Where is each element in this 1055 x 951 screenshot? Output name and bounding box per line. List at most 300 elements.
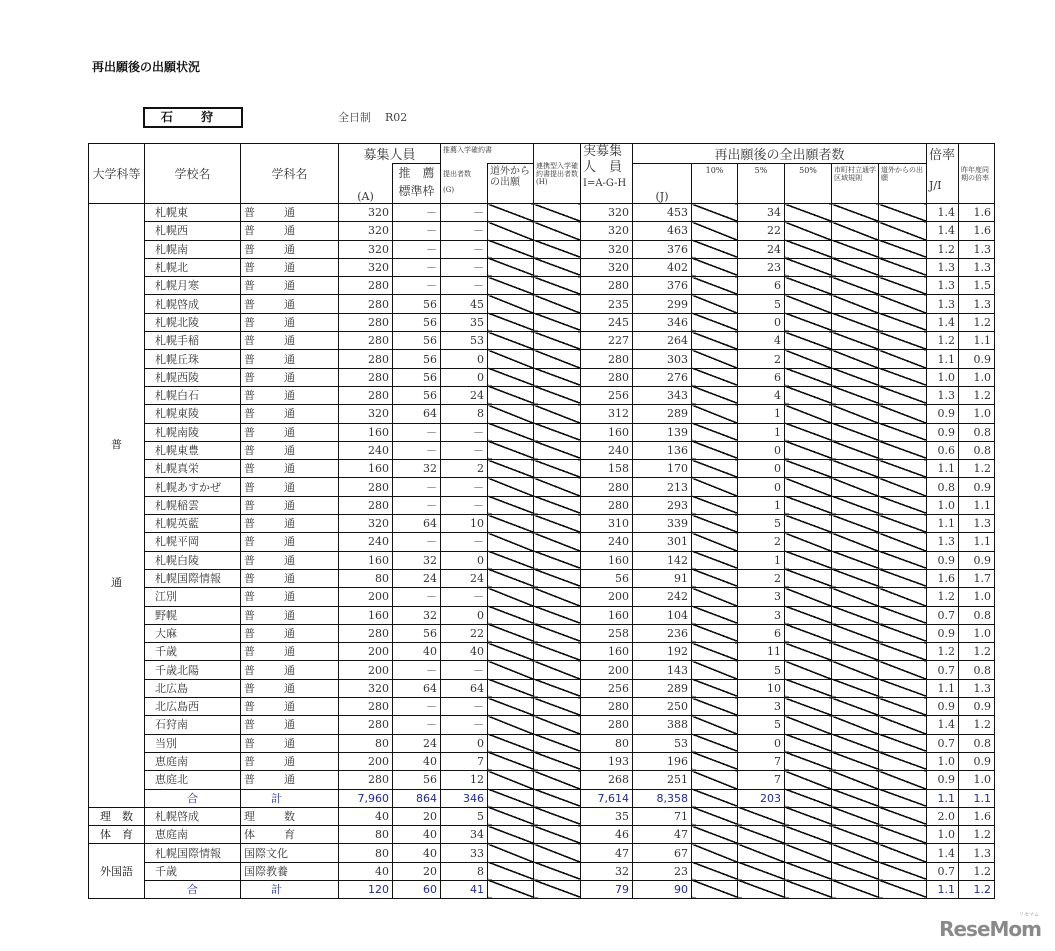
pct5-count: 10 xyxy=(738,679,785,697)
slashed-cell xyxy=(692,588,738,606)
pct5-count: 7 xyxy=(738,752,785,770)
total-suisen: 864 xyxy=(393,789,441,807)
table-row xyxy=(89,515,995,533)
capacity-a: 280 xyxy=(339,386,393,404)
suisen-quota: 56 xyxy=(393,350,441,368)
course-name: 普 通 xyxy=(241,515,339,533)
pct5-count: 5 xyxy=(738,661,785,679)
ratio: 0.9 xyxy=(927,551,959,569)
slashed-cell xyxy=(785,588,832,606)
table-row xyxy=(89,460,995,478)
slashed-cell xyxy=(832,698,879,716)
table-row xyxy=(89,240,995,258)
applicants-j: 136 xyxy=(633,441,692,459)
slashed-cell xyxy=(879,606,927,624)
slashed-cell xyxy=(879,222,927,240)
table-row xyxy=(89,826,995,844)
course-name: 普 通 xyxy=(241,533,339,551)
table-row xyxy=(89,222,995,240)
slashed-cell xyxy=(785,496,832,514)
pct5-count: 6 xyxy=(738,624,785,642)
pct5-count: 0 xyxy=(738,441,785,459)
slashed-cell xyxy=(879,533,927,551)
slashed-cell xyxy=(488,551,534,569)
course-name: 普 通 xyxy=(241,277,339,295)
slashed-cell xyxy=(534,460,581,478)
table-row xyxy=(89,258,995,276)
course-name: 普 通 xyxy=(241,258,339,276)
real-capacity-i: 200 xyxy=(581,588,633,606)
real-capacity-i: 160 xyxy=(581,606,633,624)
real-capacity-i: 280 xyxy=(581,368,633,386)
ratio: 1.2 xyxy=(927,643,959,661)
course-name: 体 育 xyxy=(241,826,339,844)
real-capacity-i: 160 xyxy=(581,423,633,441)
kakuyaku-g: 45 xyxy=(441,295,488,313)
school-name: 札幌白陵 xyxy=(145,551,241,569)
school-name: 恵庭北 xyxy=(145,771,241,789)
slashed-cell xyxy=(534,789,581,807)
prev-ratio: 1.3 xyxy=(959,515,995,533)
prev-ratio: 1.2 xyxy=(959,862,995,880)
suisen-quota: 56 xyxy=(393,368,441,386)
ratio: 0.7 xyxy=(927,606,959,624)
header-kakuyaku: 推薦入学確約書 xyxy=(441,144,534,164)
course-name: 普 通 xyxy=(241,569,339,587)
slashed-cell xyxy=(879,624,927,642)
header-applicants-j: (J) xyxy=(633,164,692,204)
ratio: 0.9 xyxy=(927,423,959,441)
capacity-a: 320 xyxy=(339,222,393,240)
ratio: 1.2 xyxy=(927,588,959,606)
prev-ratio: 1.0 xyxy=(959,405,995,423)
slashed-cell xyxy=(832,569,879,587)
slashed-cell xyxy=(738,862,785,880)
slashed-cell xyxy=(832,624,879,642)
applicants-j: 303 xyxy=(633,350,692,368)
slashed-cell xyxy=(488,204,534,222)
slashed-cell xyxy=(879,441,927,459)
slashed-cell xyxy=(785,661,832,679)
pct5-count: 11 xyxy=(738,643,785,661)
capacity-a: 280 xyxy=(339,716,393,734)
table-row xyxy=(89,386,995,404)
kakuyaku-g: 2 xyxy=(441,460,488,478)
suisen-quota: 40 xyxy=(393,752,441,770)
applicants-j: 388 xyxy=(633,716,692,734)
slashed-cell xyxy=(488,258,534,276)
applicants-j: 170 xyxy=(633,460,692,478)
slashed-cell xyxy=(785,807,832,825)
slashed-cell xyxy=(879,313,927,331)
slashed-cell xyxy=(692,716,738,734)
prev-ratio: 1.2 xyxy=(959,643,995,661)
watermark-logo: ReseMom リセマム xyxy=(939,912,1041,941)
header-category: 大学科等 xyxy=(89,144,145,204)
course-name: 普 通 xyxy=(241,624,339,642)
suisen-quota: 56 xyxy=(393,771,441,789)
real-capacity-i: 280 xyxy=(581,478,633,496)
real-capacity-i: 280 xyxy=(581,698,633,716)
ratio: 1.3 xyxy=(927,386,959,404)
capacity-a: 280 xyxy=(339,313,393,331)
slashed-cell xyxy=(832,295,879,313)
pct5-count: 5 xyxy=(738,515,785,533)
course-name: 国際教養 xyxy=(241,862,339,880)
prev-ratio: 0.8 xyxy=(959,661,995,679)
pct5-count: 5 xyxy=(738,295,785,313)
school-name: 当別 xyxy=(145,734,241,752)
applicants-j: 236 xyxy=(633,624,692,642)
school-name: 千歳北陽 xyxy=(145,661,241,679)
real-capacity-i: 320 xyxy=(581,222,633,240)
real-capacity-i: 56 xyxy=(581,569,633,587)
pct5-count: 4 xyxy=(738,386,785,404)
table-row xyxy=(89,204,995,222)
slashed-cell xyxy=(534,569,581,587)
real-capacity-i: 227 xyxy=(581,332,633,350)
slashed-cell xyxy=(738,844,785,862)
kakuyaku-g: 8 xyxy=(441,405,488,423)
school-name: 大麻 xyxy=(145,624,241,642)
slashed-cell xyxy=(879,789,927,807)
course-name: 普 通 xyxy=(241,606,339,624)
slashed-cell xyxy=(534,441,581,459)
slashed-cell xyxy=(832,515,879,533)
slashed-cell xyxy=(879,515,927,533)
slashed-cell xyxy=(488,295,534,313)
header-outside-pref: 道外からの出願 xyxy=(488,164,534,204)
slashed-cell xyxy=(879,698,927,716)
ratio: 1.4 xyxy=(927,844,959,862)
prev-ratio: 1.3 xyxy=(959,295,995,313)
system-year-label xyxy=(338,109,421,125)
applications-table xyxy=(88,143,995,899)
suisen-quota: 56 xyxy=(393,624,441,642)
slashed-cell xyxy=(785,789,832,807)
course-name: 普 通 xyxy=(241,386,339,404)
kakuyaku-g: 22 xyxy=(441,624,488,642)
table-row xyxy=(89,643,995,661)
slashed-cell xyxy=(534,880,581,898)
slashed-cell xyxy=(832,368,879,386)
header-capacity-a: (A) xyxy=(339,164,393,204)
ratio: 1.1 xyxy=(927,679,959,697)
course-name: 普 通 xyxy=(241,698,339,716)
prev-ratio: 1.0 xyxy=(959,771,995,789)
slashed-cell xyxy=(534,551,581,569)
slashed-cell xyxy=(785,643,832,661)
prev-ratio: 0.9 xyxy=(959,350,995,368)
slashed-cell xyxy=(534,295,581,313)
capacity-a: 280 xyxy=(339,496,393,514)
kakuyaku-g: 64 xyxy=(441,679,488,697)
ratio: 1.1 xyxy=(927,350,959,368)
slashed-cell xyxy=(692,277,738,295)
suisen-quota: － xyxy=(393,240,441,258)
slashed-cell xyxy=(832,313,879,331)
kakuyaku-g: 0 xyxy=(441,368,488,386)
slashed-cell xyxy=(832,240,879,258)
kakuyaku-g: 40 xyxy=(441,643,488,661)
slashed-cell xyxy=(785,752,832,770)
slashed-cell xyxy=(692,606,738,624)
applicants-j: 339 xyxy=(633,515,692,533)
slashed-cell xyxy=(692,771,738,789)
pct5-count: 3 xyxy=(738,606,785,624)
school-name: 千歳 xyxy=(145,862,241,880)
kakuyaku-g: 34 xyxy=(441,826,488,844)
slashed-cell xyxy=(488,386,534,404)
table-row xyxy=(89,405,995,423)
header-pct5: 5% xyxy=(738,164,785,204)
slashed-cell xyxy=(879,716,927,734)
table-row xyxy=(89,569,995,587)
slashed-cell xyxy=(534,386,581,404)
applicants-j: 196 xyxy=(633,752,692,770)
slashed-cell xyxy=(692,826,738,844)
school-name: 恵庭南 xyxy=(145,826,241,844)
table-row xyxy=(89,368,995,386)
header-prev-ratio: 昨年度同期の倍率 xyxy=(959,144,995,204)
slashed-cell xyxy=(534,826,581,844)
slashed-cell xyxy=(488,368,534,386)
capacity-a: 160 xyxy=(339,460,393,478)
table-row xyxy=(89,350,995,368)
ratio: 1.0 xyxy=(927,368,959,386)
kakuyaku-g: 53 xyxy=(441,332,488,350)
prev-ratio: 1.1 xyxy=(959,533,995,551)
total-a: 120 xyxy=(339,880,393,898)
suisen-quota: 32 xyxy=(393,606,441,624)
applicants-j: 402 xyxy=(633,258,692,276)
slashed-cell xyxy=(534,222,581,240)
total-row xyxy=(89,789,995,807)
slashed-cell xyxy=(785,862,832,880)
total-a: 7,960 xyxy=(339,789,393,807)
header-course: 学科名 xyxy=(241,144,339,204)
pct5-count: 1 xyxy=(738,551,785,569)
real-capacity-i: 46 xyxy=(581,826,633,844)
real-capacity-i: 280 xyxy=(581,496,633,514)
slashed-cell xyxy=(832,789,879,807)
real-capacity-i: 320 xyxy=(581,204,633,222)
slashed-cell xyxy=(692,441,738,459)
prev-ratio: 0.9 xyxy=(959,478,995,496)
total-g: 41 xyxy=(441,880,488,898)
applicants-j: 289 xyxy=(633,679,692,697)
slashed-cell xyxy=(832,606,879,624)
slashed-cell xyxy=(785,716,832,734)
slashed-cell xyxy=(832,405,879,423)
kakuyaku-g: 12 xyxy=(441,771,488,789)
table-row xyxy=(89,661,995,679)
prev-ratio: 1.0 xyxy=(959,368,995,386)
table-body xyxy=(89,204,995,899)
school-name: 恵庭南 xyxy=(145,752,241,770)
header-applicants: 再出願後の全出願者数 xyxy=(633,144,927,164)
slashed-cell xyxy=(692,240,738,258)
slashed-cell xyxy=(534,807,581,825)
suisen-quota: － xyxy=(393,698,441,716)
table-row xyxy=(89,588,995,606)
slashed-cell xyxy=(879,752,927,770)
applicants-j: 250 xyxy=(633,698,692,716)
applicants-j: 142 xyxy=(633,551,692,569)
slashed-cell xyxy=(692,386,738,404)
total-pct5: 203 xyxy=(738,789,785,807)
slashed-cell xyxy=(692,423,738,441)
slashed-cell xyxy=(738,807,785,825)
capacity-a: 280 xyxy=(339,478,393,496)
slashed-cell xyxy=(738,880,785,898)
slashed-cell xyxy=(488,844,534,862)
applicants-j: 242 xyxy=(633,588,692,606)
slashed-cell xyxy=(488,277,534,295)
pct5-count: 22 xyxy=(738,222,785,240)
ratio: 1.3 xyxy=(927,277,959,295)
suisen-quota: － xyxy=(393,661,441,679)
pct5-count: 34 xyxy=(738,204,785,222)
slashed-cell xyxy=(488,460,534,478)
slashed-cell xyxy=(832,478,879,496)
suisen-quota: 32 xyxy=(393,551,441,569)
capacity-a: 80 xyxy=(339,734,393,752)
real-capacity-i: 35 xyxy=(581,807,633,825)
capacity-a: 160 xyxy=(339,606,393,624)
slashed-cell xyxy=(488,606,534,624)
applicants-j: 23 xyxy=(633,862,692,880)
kakuyaku-g: － xyxy=(441,496,488,514)
pct5-count: 5 xyxy=(738,716,785,734)
slashed-cell xyxy=(534,679,581,697)
category-cell xyxy=(89,204,145,808)
slashed-cell xyxy=(488,643,534,661)
slashed-cell xyxy=(879,368,927,386)
table-row xyxy=(89,533,995,551)
table-row xyxy=(89,679,995,697)
slashed-cell xyxy=(785,386,832,404)
prev-ratio: 0.9 xyxy=(959,698,995,716)
applicants-j: 346 xyxy=(633,313,692,331)
course-name: 普 通 xyxy=(241,350,339,368)
total-ratio: 1.1 xyxy=(927,880,959,898)
year: R02 xyxy=(385,111,408,124)
pct5-count: 2 xyxy=(738,350,785,368)
pct5-count: 3 xyxy=(738,698,785,716)
slashed-cell xyxy=(488,240,534,258)
kakuyaku-g: 24 xyxy=(441,569,488,587)
suisen-quota: － xyxy=(393,258,441,276)
slashed-cell xyxy=(692,551,738,569)
system-type: 全日制 xyxy=(338,111,371,124)
header-pct10: 10% xyxy=(692,164,738,204)
capacity-a: 40 xyxy=(339,862,393,880)
prev-ratio: 1.2 xyxy=(959,716,995,734)
header-real-capacity: 実募集 人 員 I=A-G-H xyxy=(581,144,633,204)
prev-ratio: 0.9 xyxy=(959,551,995,569)
suisen-quota: 64 xyxy=(393,515,441,533)
total-label: 計 xyxy=(241,789,339,807)
table-row xyxy=(89,277,995,295)
slashed-cell xyxy=(785,826,832,844)
slashed-cell xyxy=(832,807,879,825)
capacity-a: 80 xyxy=(339,569,393,587)
ratio: 0.9 xyxy=(927,405,959,423)
ratio: 0.7 xyxy=(927,734,959,752)
slashed-cell xyxy=(534,716,581,734)
real-capacity-i: 240 xyxy=(581,533,633,551)
capacity-a: 320 xyxy=(339,204,393,222)
slashed-cell xyxy=(534,606,581,624)
course-name: 普 通 xyxy=(241,734,339,752)
ratio: 1.4 xyxy=(927,313,959,331)
slashed-cell xyxy=(692,661,738,679)
slashed-cell xyxy=(879,807,927,825)
school-name: 札幌月寒 xyxy=(145,277,241,295)
slashed-cell xyxy=(879,478,927,496)
ratio: 2.0 xyxy=(927,807,959,825)
capacity-a: 240 xyxy=(339,533,393,551)
kakuyaku-g: 8 xyxy=(441,862,488,880)
suisen-quota: － xyxy=(393,588,441,606)
prev-ratio: 1.2 xyxy=(959,313,995,331)
table-row xyxy=(89,551,995,569)
ratio: 1.6 xyxy=(927,569,959,587)
slashed-cell xyxy=(488,222,534,240)
capacity-a: 320 xyxy=(339,515,393,533)
slashed-cell xyxy=(879,204,927,222)
ratio: 1.3 xyxy=(927,258,959,276)
applicants-j: 376 xyxy=(633,240,692,258)
school-name: 札幌北 xyxy=(145,258,241,276)
slashed-cell xyxy=(692,569,738,587)
slashed-cell xyxy=(534,624,581,642)
slashed-cell xyxy=(832,661,879,679)
applicants-j: 91 xyxy=(633,569,692,587)
table-row xyxy=(89,752,995,770)
slashed-cell xyxy=(692,862,738,880)
slashed-cell xyxy=(832,423,879,441)
school-name: 札幌東陵 xyxy=(145,405,241,423)
slashed-cell xyxy=(488,789,534,807)
school-name: 札幌国際情報 xyxy=(145,569,241,587)
capacity-a: 320 xyxy=(339,240,393,258)
real-capacity-i: 280 xyxy=(581,716,633,734)
course-name: 普 通 xyxy=(241,332,339,350)
slashed-cell xyxy=(534,496,581,514)
slashed-cell xyxy=(534,368,581,386)
pct5-count: 2 xyxy=(738,533,785,551)
ratio: 1.0 xyxy=(927,826,959,844)
table-row xyxy=(89,423,995,441)
page-title: 再出願後の出願状況 xyxy=(92,60,201,74)
course-name: 普 通 xyxy=(241,716,339,734)
applicants-j: 71 xyxy=(633,807,692,825)
slashed-cell xyxy=(879,661,927,679)
capacity-a: 280 xyxy=(339,771,393,789)
slashed-cell xyxy=(832,716,879,734)
capacity-a: 280 xyxy=(339,277,393,295)
kakuyaku-g: － xyxy=(441,423,488,441)
slashed-cell xyxy=(488,478,534,496)
slashed-cell xyxy=(832,332,879,350)
ratio: 1.4 xyxy=(927,222,959,240)
course-name: 理 数 xyxy=(241,807,339,825)
slashed-cell xyxy=(785,240,832,258)
table-row xyxy=(89,496,995,514)
course-name: 普 通 xyxy=(241,204,339,222)
